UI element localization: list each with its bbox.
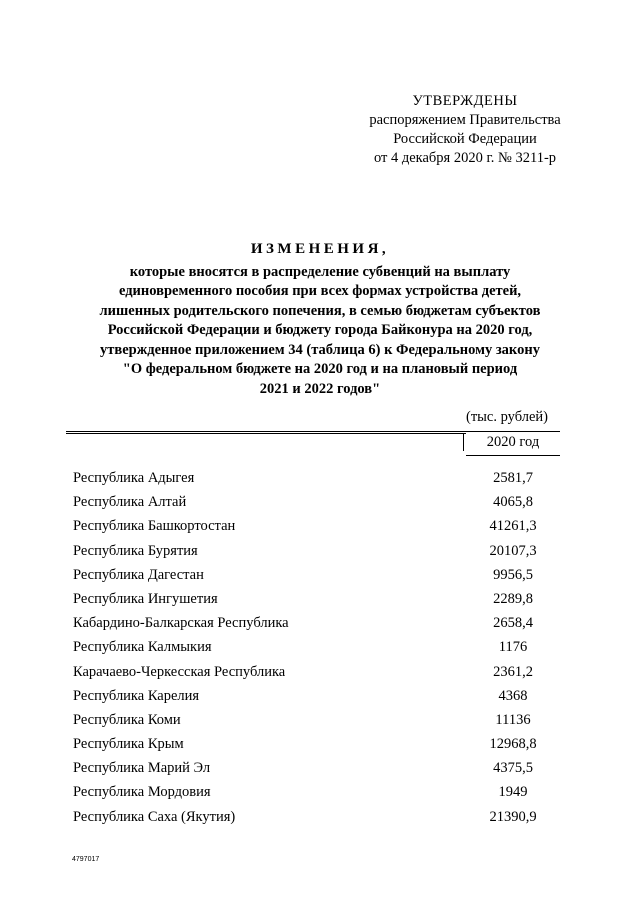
title-line: единовременного пособия при всех формах устройства детей, — [118, 283, 522, 299]
table-row — [73, 660, 563, 684]
column-separator — [463, 433, 464, 451]
table-row — [73, 635, 563, 659]
region-name: Республика Ингушетия — [73, 590, 218, 607]
table-row — [73, 805, 563, 829]
table-row — [73, 756, 563, 780]
table-row — [73, 514, 563, 538]
region-name: Республика Калмыкия — [73, 639, 212, 656]
region-name: Республика Дагестан — [73, 566, 204, 583]
table-row — [73, 684, 563, 708]
subsidy-table — [73, 466, 563, 829]
region-name: Республика Мордовия — [73, 784, 211, 801]
table-row — [73, 466, 563, 490]
region-name: Кабардино-Балкарская Республика — [73, 615, 289, 632]
region-value: 20107,3 — [489, 542, 537, 559]
table-row — [73, 611, 563, 635]
region-name: Республика Башкортостан — [73, 518, 236, 535]
approval-line-1: распоряжением Правительства — [369, 112, 561, 128]
table-row — [73, 563, 563, 587]
title-line: которые вносятся в распределение субвенций на выплату — [129, 263, 511, 280]
table-top-rule — [66, 431, 560, 432]
region-value: 9956,5 — [493, 566, 533, 583]
region-value: 4375,5 — [493, 760, 533, 777]
approval-line-2: Российской Федерации — [393, 131, 537, 147]
region-value: 1949 — [498, 784, 528, 801]
region-value: 2289,8 — [493, 590, 533, 607]
region-name: Республика Коми — [73, 711, 181, 728]
units-label: (тыс. рублей) — [466, 409, 548, 425]
table-top-rule-inner — [66, 433, 466, 434]
title-line: утвержденное приложением 34 (таблица 6) к Федеральному закону — [100, 341, 540, 358]
region-name: Республика Карелия — [73, 687, 200, 704]
region-value: 2361,2 — [493, 663, 533, 680]
region-value: 21390,9 — [489, 808, 537, 825]
table-row — [73, 708, 563, 732]
region-value: 1176 — [498, 639, 528, 656]
document-title: ИЗМЕНЕНИЯ, — [250, 241, 390, 257]
document-title-block — [40, 240, 600, 399]
year-header-underline — [466, 455, 560, 456]
region-value: 2658,4 — [493, 615, 533, 632]
region-name: Республика Адыгея — [73, 470, 195, 486]
region-value: 12968,8 — [489, 736, 537, 753]
table-row — [73, 780, 563, 804]
title-line: лишенных родительского попечения, в семью бюджетам субъектов — [99, 302, 541, 319]
region-value: 4065,8 — [493, 494, 533, 511]
region-name: Республика Алтай — [73, 494, 187, 511]
region-name: Республика Саха (Якутия) — [73, 808, 236, 825]
region-value: 2581,7 — [493, 470, 533, 486]
approval-line-3: от 4 декабря 2020 г. № 3211-р — [373, 150, 557, 166]
region-name: Республика Крым — [73, 736, 184, 753]
table-row — [73, 539, 563, 563]
approval-heading: УТВЕРЖДЕНЫ — [412, 93, 518, 109]
region-value: 11136 — [495, 711, 531, 728]
region-value: 4368 — [498, 687, 528, 704]
table-row — [73, 490, 563, 514]
title-line: "О федеральном бюджете на 2020 год и на плановый период — [122, 361, 518, 377]
region-value: 41261,3 — [489, 518, 537, 535]
region-name: Карачаево-Черкесская Республика — [73, 663, 286, 680]
region-name: Республика Марий Эл — [73, 760, 211, 777]
region-name: Республика Бурятия — [73, 542, 198, 559]
table-row — [73, 587, 563, 611]
year-column-header: 2020 год — [486, 434, 540, 450]
document-code: 4797017 — [72, 856, 100, 863]
title-line: 2021 и 2022 годов" — [259, 380, 381, 397]
approval-block — [320, 92, 610, 168]
table-row — [73, 732, 563, 756]
title-line: Российской Федерации и бюджету города Байконура на 2020 год, — [107, 322, 533, 338]
